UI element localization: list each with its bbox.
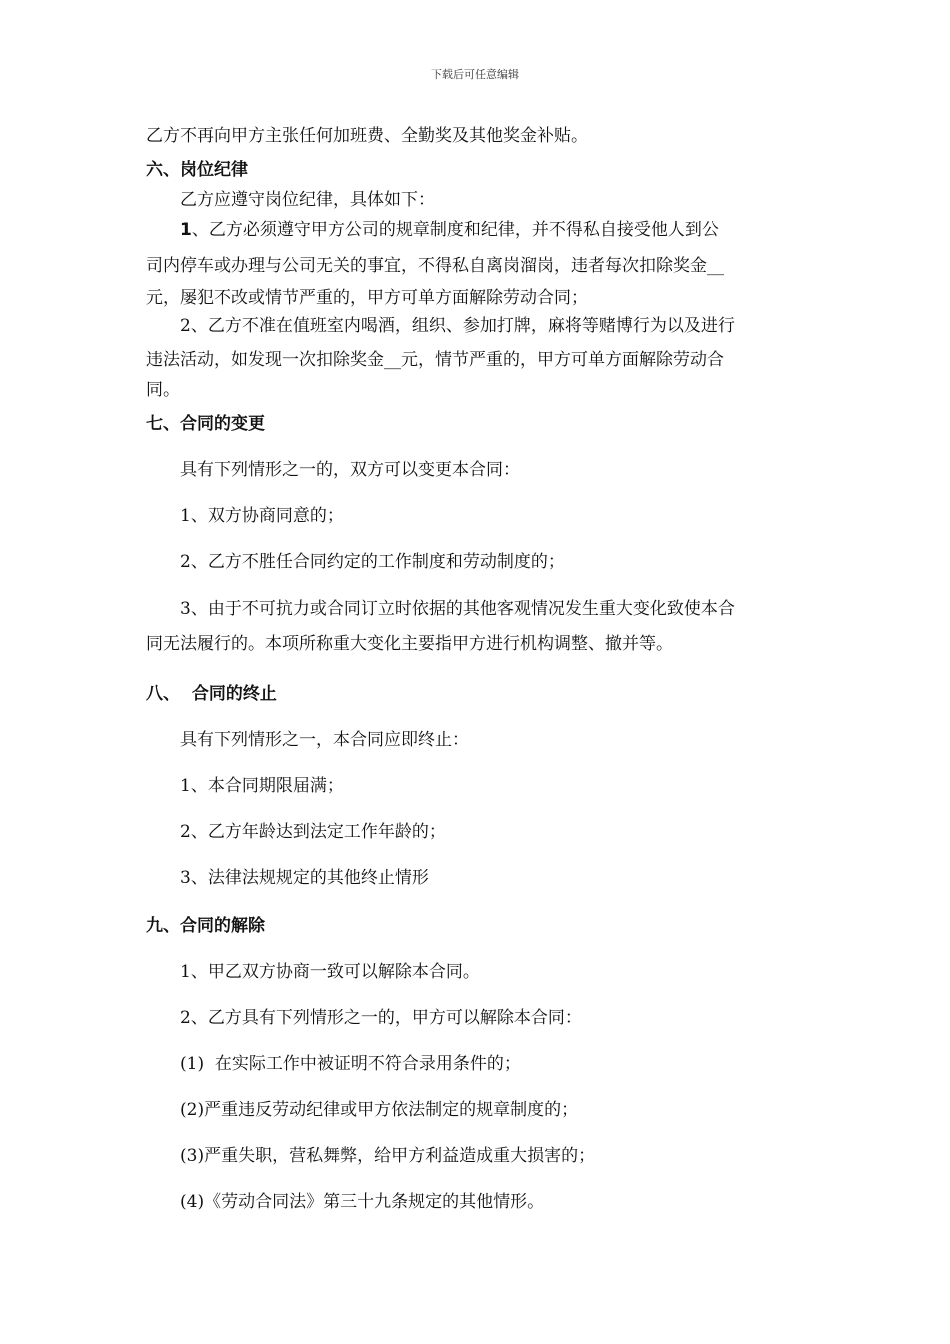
list-item: (2)严重违反劳动纪律或甲方依法制定的规章制度的； [180,1100,579,1120]
paragraph-line: 具有下列情形之一，本合同应即终止： [180,730,469,750]
paragraph-line: 同无法履行的。本项所称重大变化主要指甲方进行机构调整、撤并等。 [146,634,673,654]
paragraph-line: 乙方不再向甲方主张任何加班费、全勤奖及其他奖金补贴。 [146,126,588,146]
section-heading-8: 八、 合同的终止 [146,684,277,704]
list-item: (4)《劳动合同法》第三十九条规定的其他情形。 [180,1192,545,1212]
paragraph-line: 同。 [146,380,180,400]
list-item: 2、乙方具有下列情形之一的，甲方可以解除本合同： [180,1008,582,1028]
paragraph-line [180,218,719,242]
paragraph-line: 乙方应遵守岗位纪律，具体如下： [180,190,435,210]
list-item: 3、由于不可抗力或合同订立时依据的其他客观情况发生重大变化致使本合 [180,599,735,619]
paragraph-line: 元，屡犯不改或情节严重的，甲方可单方面解除劳动合同； [146,288,588,308]
paragraph-line: 司内停车或办理与公司无关的事宜，不得私自离岗溜岗，违者每次扣除奖金__ [146,256,724,276]
section-heading-7: 七、合同的变更 [146,414,265,434]
paragraph-line: 具有下列情形之一的，双方可以变更本合同： [180,460,520,480]
list-item: 2、乙方不胜任合同约定的工作制度和劳动制度的； [180,552,565,572]
page-header: 下载后可任意编辑 [431,68,519,81]
list-item: 3、法律法规规定的其他终止情形 [180,868,429,888]
item-number: 1 [180,220,192,240]
list-item: 1、本合同期限届满； [180,776,344,796]
paragraph-line: 违法活动，如发现一次扣除奖金__元，情节严重的，甲方可单方面解除劳动合 [146,350,724,370]
item-text: 、乙方必须遵守甲方公司的规章制度和纪律，并不得私自接受他人到公 [191,220,719,240]
paragraph-line: 2、乙方不准在值班室内喝酒，组织、参加打牌，麻将等赌博行为以及进行 [180,316,735,336]
list-item: (3)严重失职，营私舞弊，给甲方利益造成重大损害的； [180,1146,596,1166]
list-item: 2、乙方年龄达到法定工作年龄的； [180,822,446,842]
list-item: (1) 在实际工作中被证明不符合录用条件的； [180,1054,521,1074]
list-item: 1、双方协商同意的； [180,506,344,526]
section-heading-9: 九、合同的解除 [146,916,265,936]
list-item: 1、甲乙双方协商一致可以解除本合同。 [180,962,480,982]
section-heading-6: 六、岗位纪律 [146,160,248,180]
